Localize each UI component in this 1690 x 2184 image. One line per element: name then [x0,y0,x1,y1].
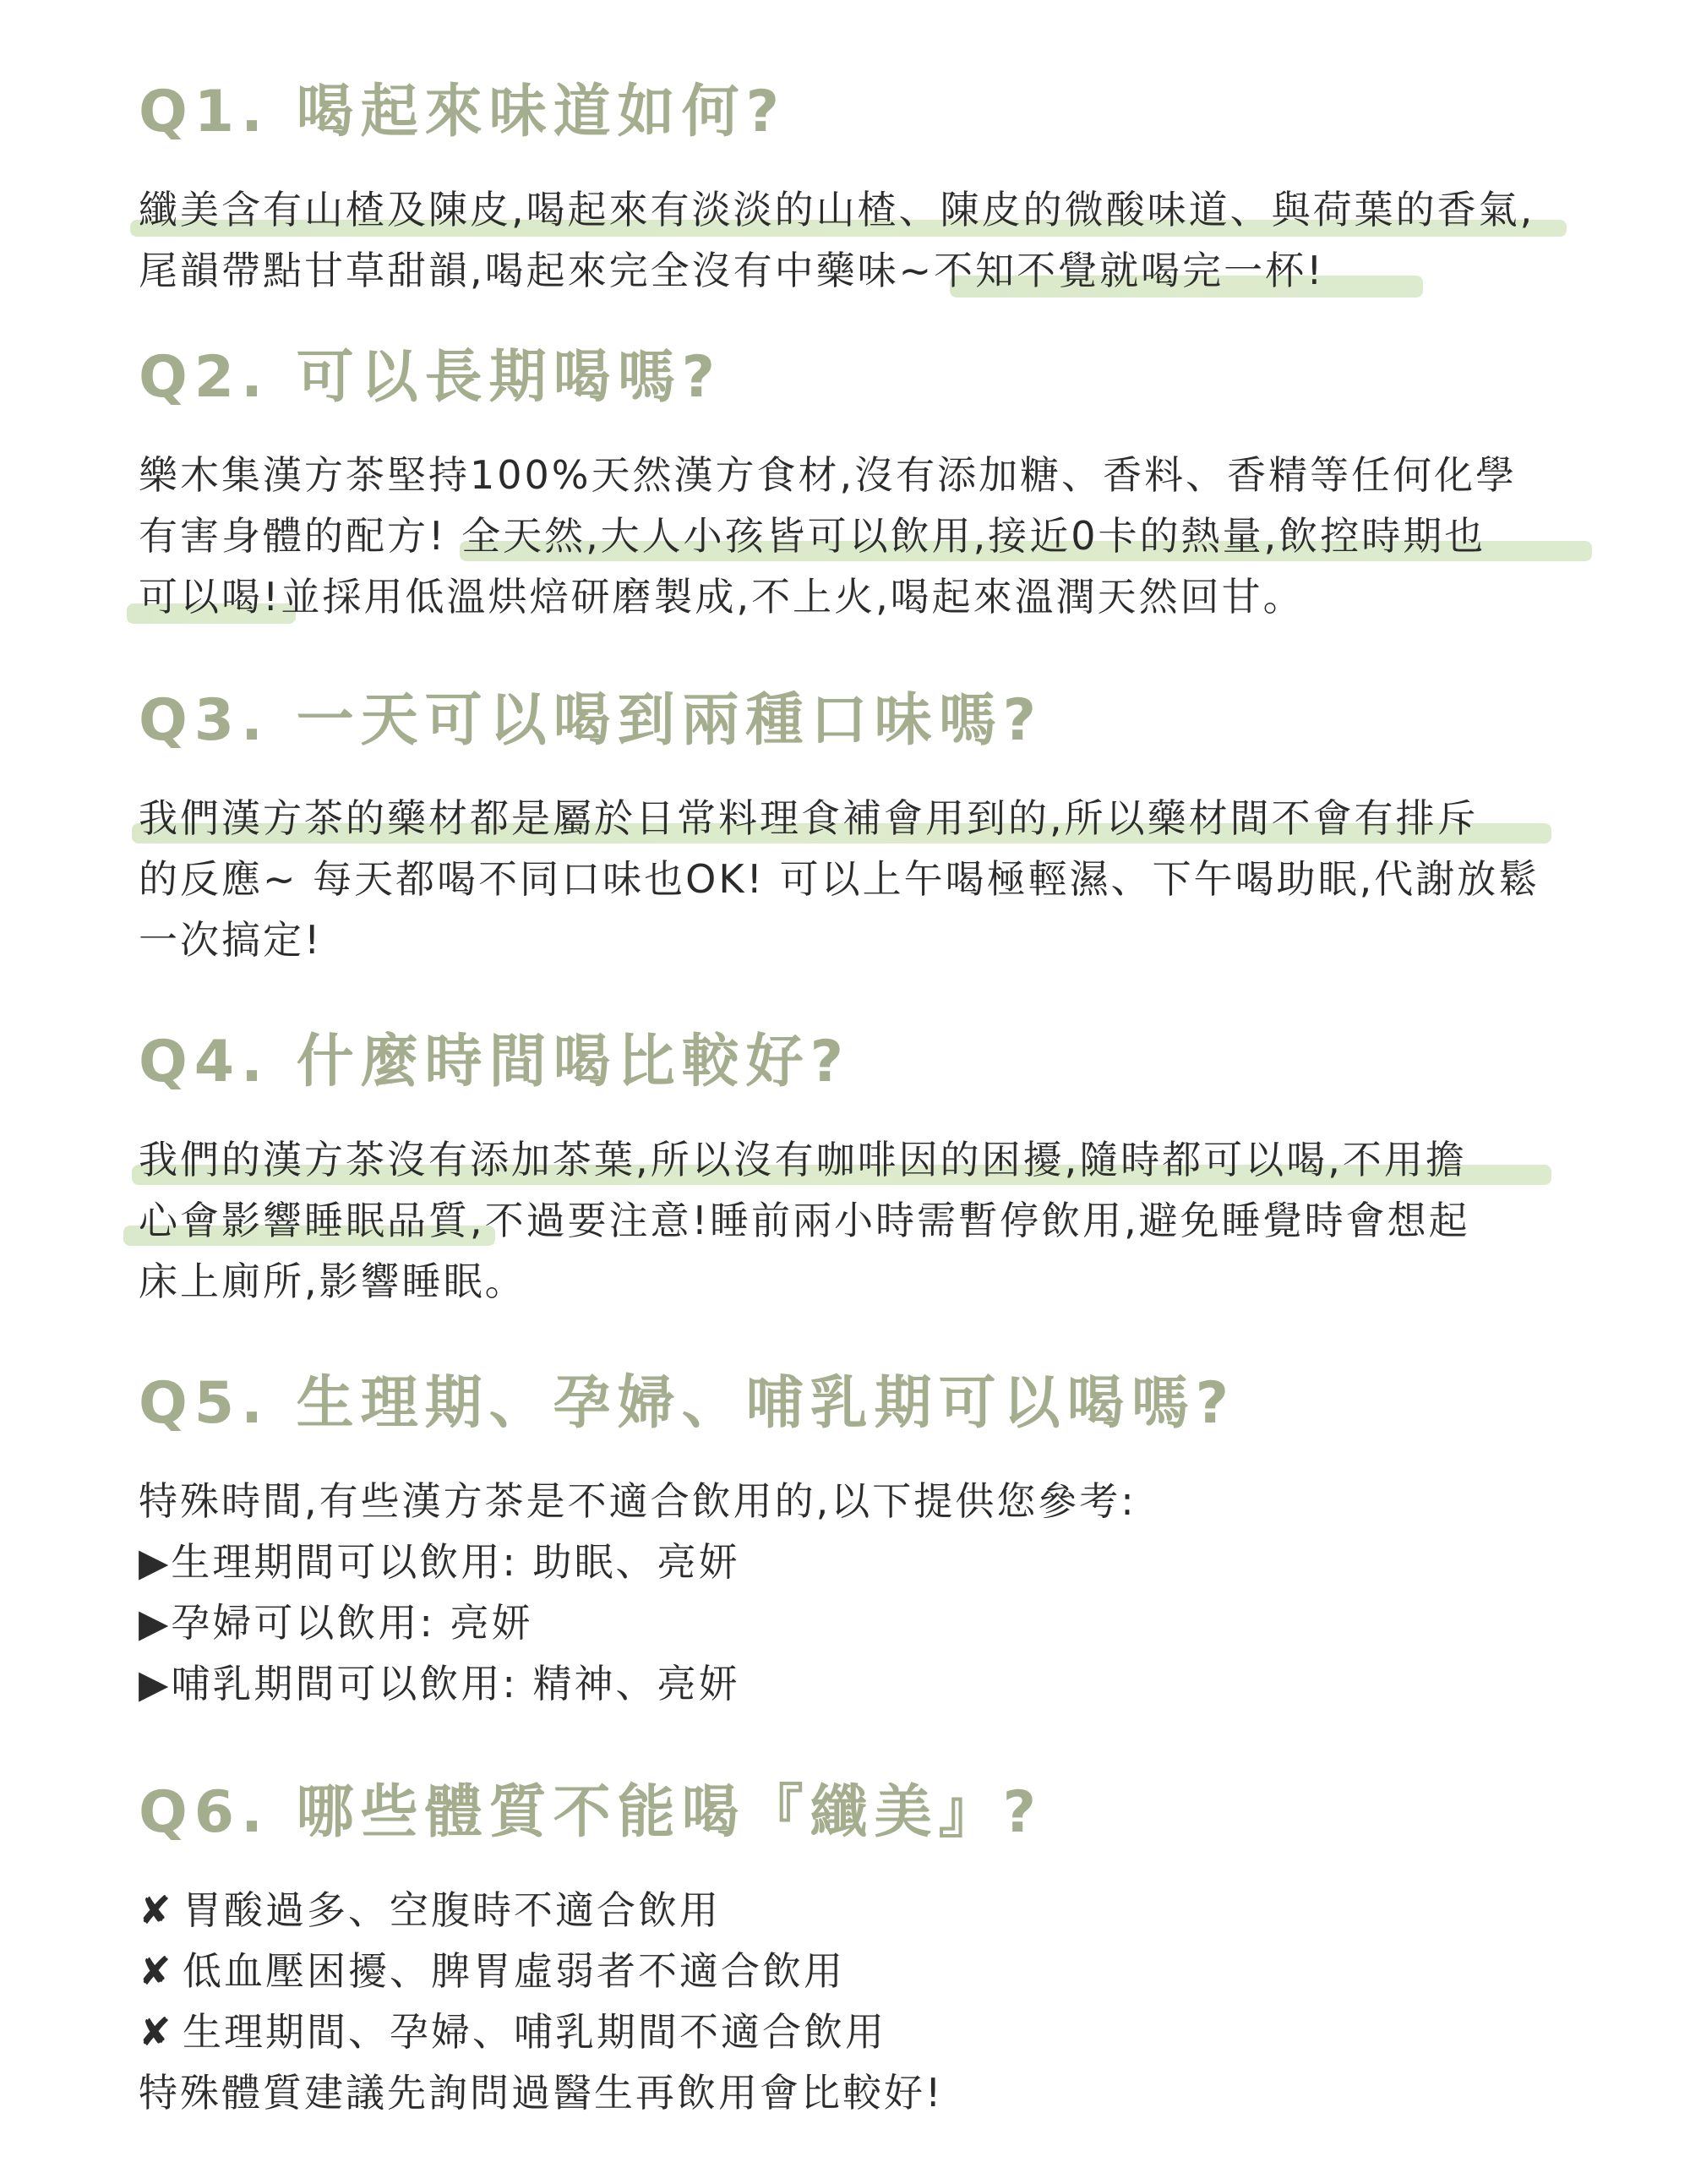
cross-icon: ✘ [139,1948,174,1994]
answer [139,445,1575,627]
answer-footer: 特殊體質建議先詢問過醫生再飲用會比較好! [139,2070,944,2116]
answer-line: 的反應~ 每天都喝不同口味也OK! 可以上午喝極輕濕、下午喝助眠,代謝放鬆 [139,856,1540,902]
answer-line: 特殊時間,有些漢方茶是不適合飲用的,以下提供您參考: [139,1478,1137,1524]
answer [139,179,1575,301]
cross-icon: ✘ [139,2009,174,2055]
answer-line: 一次搞定! [139,917,323,963]
answer-line: 有害身體的配方! 全天然,大人小孩皆可以飲用,接近0卡的熱量,飲控時期也 [139,505,1575,566]
list-item: ✘ 胃酸過多、空腹時不適合飲用 [139,1880,1575,1941]
list-item: ✘ 生理期間、孕婦、哺乳期間不適合飲用 [139,2001,1575,2062]
faq-item-q4 [139,1024,1575,1312]
question-title: Q5. 生理期、孕婦、哺乳期可以喝嗎? [139,1370,1236,1437]
answer-line: 我們的漢方茶沒有添加茶葉,所以沒有咖啡因的困擾,隨時都可以喝,不用擔 [139,1129,1575,1190]
answer-line: 床上廁所,影響睡眠。 [139,1259,526,1304]
answer-line: ▶孕婦可以飲用: 亮妍 [139,1600,533,1646]
question-title: Q1. 喝起來味道如何? [139,79,787,145]
answer-line: ▶生理期間可以飲用: 助眠、亮妍 [139,1539,740,1585]
answer [139,1471,1575,1714]
faq-item-q6 [139,1775,1575,2123]
faq-item-q5 [139,1366,1575,1714]
answer-line: 可以喝!並採用低溫烘焙研磨製成,不上火,喝起來溫潤天然回甘。 [139,566,1575,627]
faq-item-q1 [139,74,1575,301]
cross-icon: ✘ [139,1887,174,1933]
answer-line: 尾韻帶點甘草甜韻,喝起來完全沒有中藥味~不知不覺就喝完一杯! [139,240,1575,301]
question-title: Q6. 哪些體質不能喝『纖美』? [139,1779,1044,1846]
answer-line: ▶哺乳期間可以飲用: 精神、亮妍 [139,1661,740,1706]
answer-line: 樂木集漢方茶堅持100%天然漢方食材,沒有添加糖、香料、香精等任何化學 [139,452,1518,498]
answer-line: 心會影響睡眠品質,不過要注意!睡前兩小時需暫停飲用,避免睡覺時會想起 [139,1190,1575,1251]
faq-item-q2 [139,340,1575,627]
faq-item-q3 [139,683,1575,970]
answer [139,1880,1575,2123]
answer [139,788,1575,970]
answer-line: 我們漢方茶的藥材都是屬於日常料理食補會用到的,所以藥材間不會有排斥 [139,788,1575,849]
question-title: Q3. 一天可以喝到兩種口味嗎? [139,687,1044,754]
question-title: Q4. 什麼時間喝比較好? [139,1029,851,1095]
question-title: Q2. 可以長期喝嗎? [139,344,722,411]
answer-line: 纖美含有山楂及陳皮,喝起來有淡淡的山楂、陳皮的微酸味道、與荷葉的香氣, [139,179,1575,240]
list-item: ✘ 低血壓困擾、脾胃虛弱者不適合飲用 [139,1941,1575,2001]
answer [139,1129,1575,1312]
